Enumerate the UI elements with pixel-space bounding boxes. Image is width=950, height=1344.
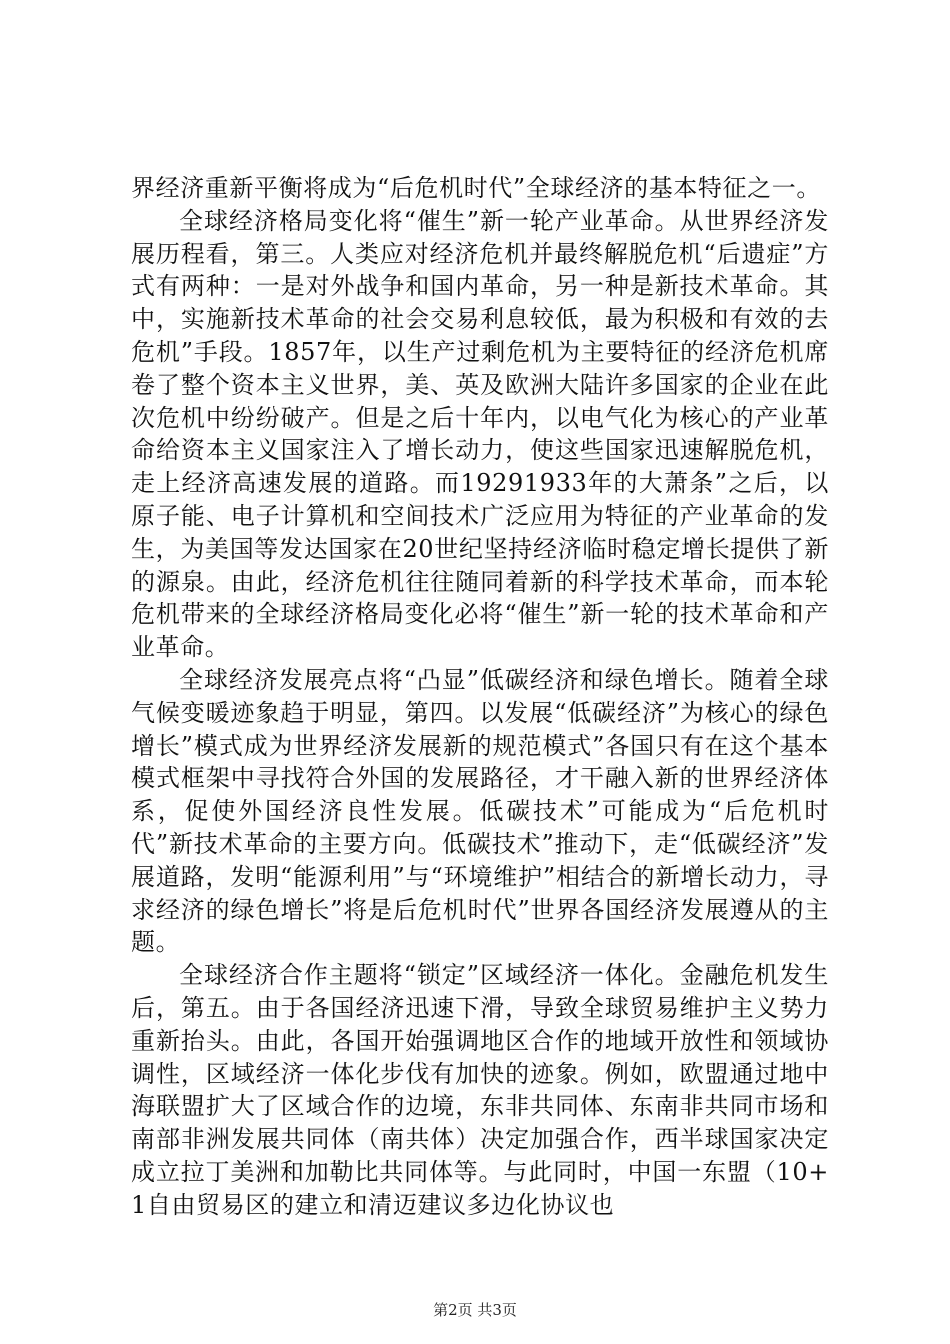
paragraph-4: 全球经济合作主题将“锁定”区域经济一体化。金融危机发生后，第五。由于各国经济迅速下滑，导致全球贸易维护主义势力重新抬头。由此，各国开始强调地区合作的地域开放性和领域协调性，区域经济一体化步伐有加快的迹象。例如，欧盟通过地中海联盟扩大了区域合作的边境，东非共同体、东南非共同市场和南部非洲发展共同体（南共体）决定加强合作，西半球国家决定成立拉丁美洲和加勒比共同体等。与此同时，中国一东盟（10+1自由贸易区的建立和清迈建议多边化协议也 [131, 961, 829, 1219]
page-footer: 第2页 共3页 [433, 1301, 517, 1319]
document-body [131, 172, 829, 1222]
paragraph-3: 全球经济发展亮点将“凸显”低碳经济和绿色增长。随着全球气候变暖迹象趋于明显，第四。以发展“低碳经济”为核心的绿色增长”模式成为世界经济发展新的规范模式”各国只有在这个基本模式框架中寻找符合外国的发展路径，才干融入新的世界经济体系，促使外国经济良性发展。低碳技术”可能成为“后危机时代”新技术革命的主要方向。低碳技术”推动下，走“低碳经济”发展道路，发明“能源利用”与“环境维护”相结合的新增长动力，寻求经济的绿色增长”将是后危机时代”世界各国经济发展遵从的主题。 [131, 665, 829, 957]
paragraph-2: 全球经济格局变化将“催生”新一轮产业革命。从世界经济发展历程看，第三。人类应对经济危机并最终解脱危机“后遗症”方式有两种：一是对外战争和国内革命，另一种是新技术革命。其中，实施新技术革命的社会交易利息较低，最为积极和有效的去危机”手段。1857年，以生产过剩危机为主要特征的经济危机席卷了整个资本主义世界，美、英及欧洲大陆许多国家的企业在此次危机中纷纷破产。但是之后十年内，以电气化为核心的产业革命给资本主义国家注入了增长动力，使这些国家迅速解脱危机，走上经济高速发展的道路。而19291933年的大萧条”之后，以原子能、电子计算机和空间技术广泛应用为特征的产业革命的发生，为美国等发达国家在20世纪坚持经济临时稳定增长提供了新的源泉。由此，经济危机往往随同着新的科学技术革命，而本轮危机带来的全球经济格局变化必将“催生”新一轮的技术革命和产业革命。 [131, 206, 829, 662]
paragraph-1: 界经济重新平衡将成为“后危机时代”全球经济的基本特征之一。 [131, 174, 821, 202]
